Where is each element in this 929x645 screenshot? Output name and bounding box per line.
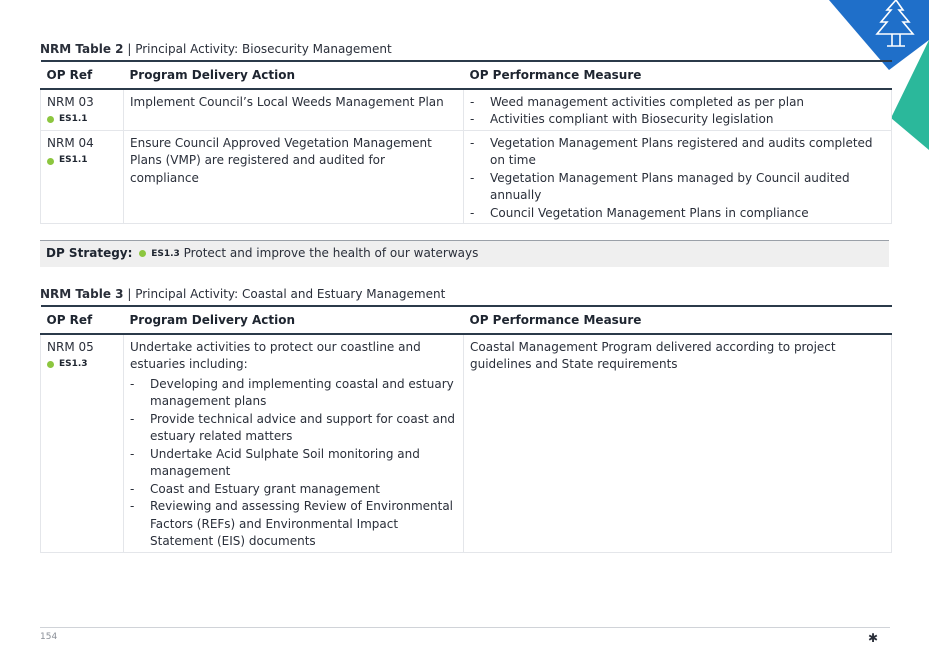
action-cell: Ensure Council Approved Vegetation Management Plans (VMP) are registered and audited for compliance (124, 130, 464, 224)
strategy-tag-label: ES1.3 (59, 359, 88, 369)
header-op-ref: OP Ref (41, 306, 124, 334)
action-cell (124, 334, 464, 553)
footer-asterisk-icon: ✱ (868, 631, 879, 645)
op-ref-cell (41, 130, 124, 224)
header-op-ref: OP Ref (41, 61, 124, 89)
table-header-row (41, 61, 892, 89)
measure-list (470, 135, 885, 223)
nrm-table-3 (40, 305, 892, 553)
green-dot-icon (47, 158, 54, 165)
footer-divider (40, 627, 890, 628)
table2-caption (40, 42, 392, 56)
measure-cell (464, 89, 892, 131)
op-ref-cell (41, 89, 124, 131)
header-op-performance-measure: OP Performance Measure (464, 61, 892, 89)
green-dot-icon (47, 361, 54, 368)
measure-cell: Coastal Management Program delivered according to project guidelines and State requirements (464, 334, 892, 553)
op-ref-cell (41, 334, 124, 553)
table2-caption-title: NRM Table 2 (40, 42, 124, 56)
header-program-delivery-action: Program Delivery Action (124, 306, 464, 334)
strategy-tag (47, 356, 88, 374)
strategy-tag-label: ES1.1 (59, 155, 88, 166)
list-item: - Undertake Acid Sulphate Soil monitoring and management (130, 446, 457, 481)
header-program-delivery-action: Program Delivery Action (124, 61, 464, 89)
measure-cell (464, 130, 892, 224)
table-row (41, 89, 892, 131)
list-item: - Weed management activities completed as per plan (470, 94, 885, 112)
strategy-tag-label: ES1.1 (59, 114, 88, 124)
table3-caption-title: NRM Table 3 (40, 287, 124, 301)
list-item: - Vegetation Management Plans managed by Council audited annually (470, 170, 885, 205)
op-ref: NRM 04 (47, 135, 94, 150)
table-row (41, 334, 892, 553)
op-ref: NRM 03 (47, 94, 94, 109)
list-item: - Coast and Estuary grant management (130, 481, 457, 499)
list-item: - Reviewing and assessing Review of Environmental Factors (REFs) and Environmental Impact Statement (EIS) documents (130, 498, 457, 551)
green-dot-icon (47, 116, 54, 123)
list-item: - Activities compliant with Biosecurity legislation (470, 111, 885, 129)
list-item: - Developing and implementing coastal and estuary management plans (130, 376, 457, 411)
table-header-row (41, 306, 892, 334)
table3-caption-subtitle: | Principal Activity: Coastal and Estuary Management (123, 287, 446, 301)
table3-caption (40, 287, 445, 301)
nrm-table-2 (40, 60, 892, 224)
strategy-tag (139, 245, 180, 263)
dp-strategy-text: Protect and improve the health of our waterways (183, 246, 479, 260)
header-op-performance-measure: OP Performance Measure (464, 306, 892, 334)
dp-strategy-bar (40, 240, 889, 267)
action-list (130, 376, 457, 551)
list-item: - Council Vegetation Management Plans in compliance (470, 205, 885, 223)
action-cell: Implement Council’s Local Weeds Management Plan (124, 89, 464, 131)
strategy-tag (47, 111, 88, 129)
strategy-tag-label: ES1.3 (151, 248, 180, 259)
green-dot-icon (139, 250, 146, 257)
action-intro: Undertake activities to protect our coastline and estuaries including: (130, 339, 421, 371)
page-number: 154 (40, 632, 58, 642)
dp-strategy-label: DP Strategy: (46, 246, 133, 260)
strategy-tag (47, 152, 88, 170)
measure-list (470, 94, 885, 129)
table-row (41, 130, 892, 224)
list-item: - Provide technical advice and support for coast and estuary related matters (130, 411, 457, 446)
list-item: - Vegetation Management Plans registered and audits completed on time (470, 135, 885, 170)
table2-caption-subtitle: | Principal Activity: Biosecurity Management (123, 42, 392, 56)
op-ref: NRM 05 (47, 339, 94, 354)
